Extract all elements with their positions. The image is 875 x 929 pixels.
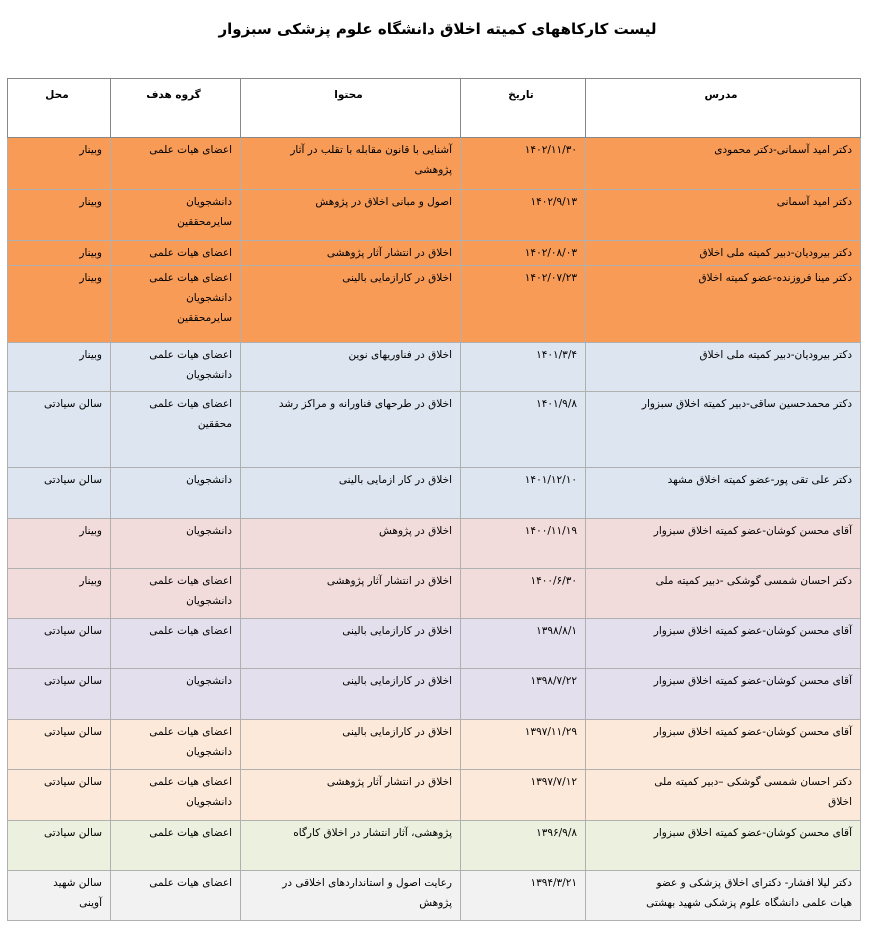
table-row: [8, 821, 861, 871]
cell-date: ۱۴۰۱/۳/۴: [461, 343, 586, 392]
cell-location: وبینار: [8, 343, 111, 392]
cell-content: پژوهشی، آثار انتشار در اخلاق کارگاه: [241, 821, 461, 871]
cell-instructor: آقای محسن کوشان-عضو کمیته اخلاق سبزوار: [586, 669, 861, 720]
cell-content: آشنایی با قانون مقابله با تقلب در آثار پژوهشی: [241, 138, 461, 190]
header-date: تاریخ: [461, 79, 586, 138]
table-row: [8, 569, 861, 619]
table-row: [8, 190, 861, 241]
cell-location: وبینار: [8, 266, 111, 343]
cell-location: سالن سیادتی: [8, 669, 111, 720]
cell-date: ۱۳۹۷/۱۱/۲۹: [461, 720, 586, 770]
table-row: [8, 519, 861, 569]
cell-location: سالن سیادتی: [8, 770, 111, 821]
cell-audience: دانشجویان: [111, 669, 241, 720]
cell-location: سالن سیادتی: [8, 619, 111, 669]
cell-date: ۱۴۰۱/۱۲/۱۰: [461, 468, 586, 519]
cell-location: سالن سیادتی: [8, 392, 111, 468]
cell-content: اخلاق در کارازمایی بالینی: [241, 266, 461, 343]
cell-content: اخلاق در کارازمایی بالینی: [241, 720, 461, 770]
cell-audience: اعضای هیات علمی دانشجویان سایرمحققین: [111, 266, 241, 343]
header-location: محل: [8, 79, 111, 138]
cell-audience: دانشجویان: [111, 468, 241, 519]
cell-content: اخلاق در پژوهش: [241, 519, 461, 569]
table-row: [8, 770, 861, 821]
cell-audience: اعضای هیات علمی: [111, 871, 241, 921]
cell-audience: اعضای هیات علمی: [111, 138, 241, 190]
cell-date: ۱۴۰۱/۹/۸: [461, 392, 586, 468]
cell-date: ۱۳۹۶/۹/۸: [461, 821, 586, 871]
cell-date: ۱۳۹۸/۷/۲۲: [461, 669, 586, 720]
cell-audience: اعضای هیات علمی: [111, 619, 241, 669]
table-row: [8, 720, 861, 770]
cell-instructor: دکتر امید آسمانی: [586, 190, 861, 241]
cell-content: اخلاق در فناوریهای نوین: [241, 343, 461, 392]
cell-date: ۱۴۰۲/۱۱/۳۰: [461, 138, 586, 190]
cell-date: ۱۴۰۲/۹/۱۳: [461, 190, 586, 241]
cell-audience: اعضای هیات علمی دانشجویان: [111, 770, 241, 821]
cell-instructor: آقای محسن کوشان-عضو کمیته اخلاق سبزوار: [586, 821, 861, 871]
cell-location: سالن سیادتی: [8, 821, 111, 871]
cell-instructor: دکتر لیلا افشار- دکترای اخلاق پزشکی و عضو هیات علمی دانشگاه علوم پزشکی شهید بهشتی: [586, 871, 861, 921]
cell-date: ۱۴۰۲/۰۷/۲۳: [461, 266, 586, 343]
header-content: محتوا: [241, 79, 461, 138]
cell-location: سالن سیادتی: [8, 468, 111, 519]
header-instructor: مدرس: [586, 79, 861, 138]
table-row: [8, 392, 861, 468]
table-row: [8, 619, 861, 669]
cell-instructor: آقای محسن کوشان-عضو کمیته اخلاق سبزوار: [586, 619, 861, 669]
cell-instructor: دکتر بیرودیان-دبیر کمیته ملی اخلاق: [586, 343, 861, 392]
workshops-table: [7, 78, 861, 921]
cell-content: رعایت اصول و استانداردهای اخلاقی در پژوهش: [241, 871, 461, 921]
cell-location: سالن شهید آوینی: [8, 871, 111, 921]
cell-audience: اعضای هیات علمی دانشجویان: [111, 569, 241, 619]
cell-location: سالن سیادتی: [8, 720, 111, 770]
cell-content: اخلاق در طرحهای فناورانه و مراکز رشد: [241, 392, 461, 468]
cell-audience: اعضای هیات علمی محققین: [111, 392, 241, 468]
table-row: [8, 138, 861, 190]
table-header-row: [8, 79, 861, 138]
cell-audience: اعضای هیات علمی: [111, 821, 241, 871]
cell-content: اخلاق در انتشار آثار پژوهشی: [241, 770, 461, 821]
cell-instructor: دکتر علی تقی پور-عضو کمیته اخلاق مشهد: [586, 468, 861, 519]
cell-audience: اعضای هیات علمی دانشجویان: [111, 343, 241, 392]
table-row: [8, 468, 861, 519]
table-row: [8, 871, 861, 921]
cell-content: اخلاق در کارازمایی بالینی: [241, 619, 461, 669]
table-row: [8, 343, 861, 392]
table-row: [8, 266, 861, 343]
cell-content: اخلاق در کارازمایی بالینی: [241, 669, 461, 720]
cell-audience: اعضای هیات علمی دانشجویان: [111, 720, 241, 770]
cell-instructor: دکتر مینا فروزنده-عضو کمیته اخلاق: [586, 266, 861, 343]
cell-instructor: دکتر احسان شمسی گوشکی –دبیر کمیته ملی اخلاق: [586, 770, 861, 821]
cell-date: ۱۴۰۰/۶/۳۰: [461, 569, 586, 619]
cell-content: اصول و مبانی اخلاق در پژوهش: [241, 190, 461, 241]
cell-date: ۱۳۹۴/۳/۲۱: [461, 871, 586, 921]
cell-instructor: دکتر احسان شمسی گوشکی -دبیر کمیته ملی: [586, 569, 861, 619]
cell-instructor: آقای محسن کوشان-عضو کمیته اخلاق سبزوار: [586, 720, 861, 770]
cell-content: اخلاق در کار ازمایی بالینی: [241, 468, 461, 519]
cell-location: وبینار: [8, 190, 111, 241]
cell-instructor: دکتر محمدحسین ساقی-دبیر کمیته اخلاق سبزوار: [586, 392, 861, 468]
cell-date: ۱۳۹۸/۸/۱: [461, 619, 586, 669]
cell-audience: دانشجویان سایرمحققین: [111, 190, 241, 241]
cell-date: ۱۴۰۲/۰۸/۰۳: [461, 241, 586, 266]
document-title: لیست کارکاههای کمیته اخلاق دانشگاه علوم پزشکی سبزوار: [218, 20, 657, 38]
cell-date: ۱۳۹۷/۷/۱۲: [461, 770, 586, 821]
header-audience: گروه هدف: [111, 79, 241, 138]
cell-date: ۱۴۰۰/۱۱/۱۹: [461, 519, 586, 569]
cell-instructor: دکتر امید آسمانی-دکتر محمودی: [586, 138, 861, 190]
cell-instructor: آقای محسن کوشان-عضو کمیته اخلاق سبزوار: [586, 519, 861, 569]
cell-instructor: دکتر بیرودیان-دبیر کمیته ملی اخلاق: [586, 241, 861, 266]
cell-location: وبینار: [8, 519, 111, 569]
cell-location: وبینار: [8, 241, 111, 266]
cell-location: وبینار: [8, 138, 111, 190]
cell-audience: دانشجویان: [111, 519, 241, 569]
cell-content: اخلاق در انتشار آثار پژوهشی: [241, 241, 461, 266]
table-row: [8, 669, 861, 720]
cell-audience: اعضای هیات علمی: [111, 241, 241, 266]
cell-location: وبینار: [8, 569, 111, 619]
table-row: [8, 241, 861, 266]
cell-content: اخلاق در انتشار آثار پژوهشی: [241, 569, 461, 619]
